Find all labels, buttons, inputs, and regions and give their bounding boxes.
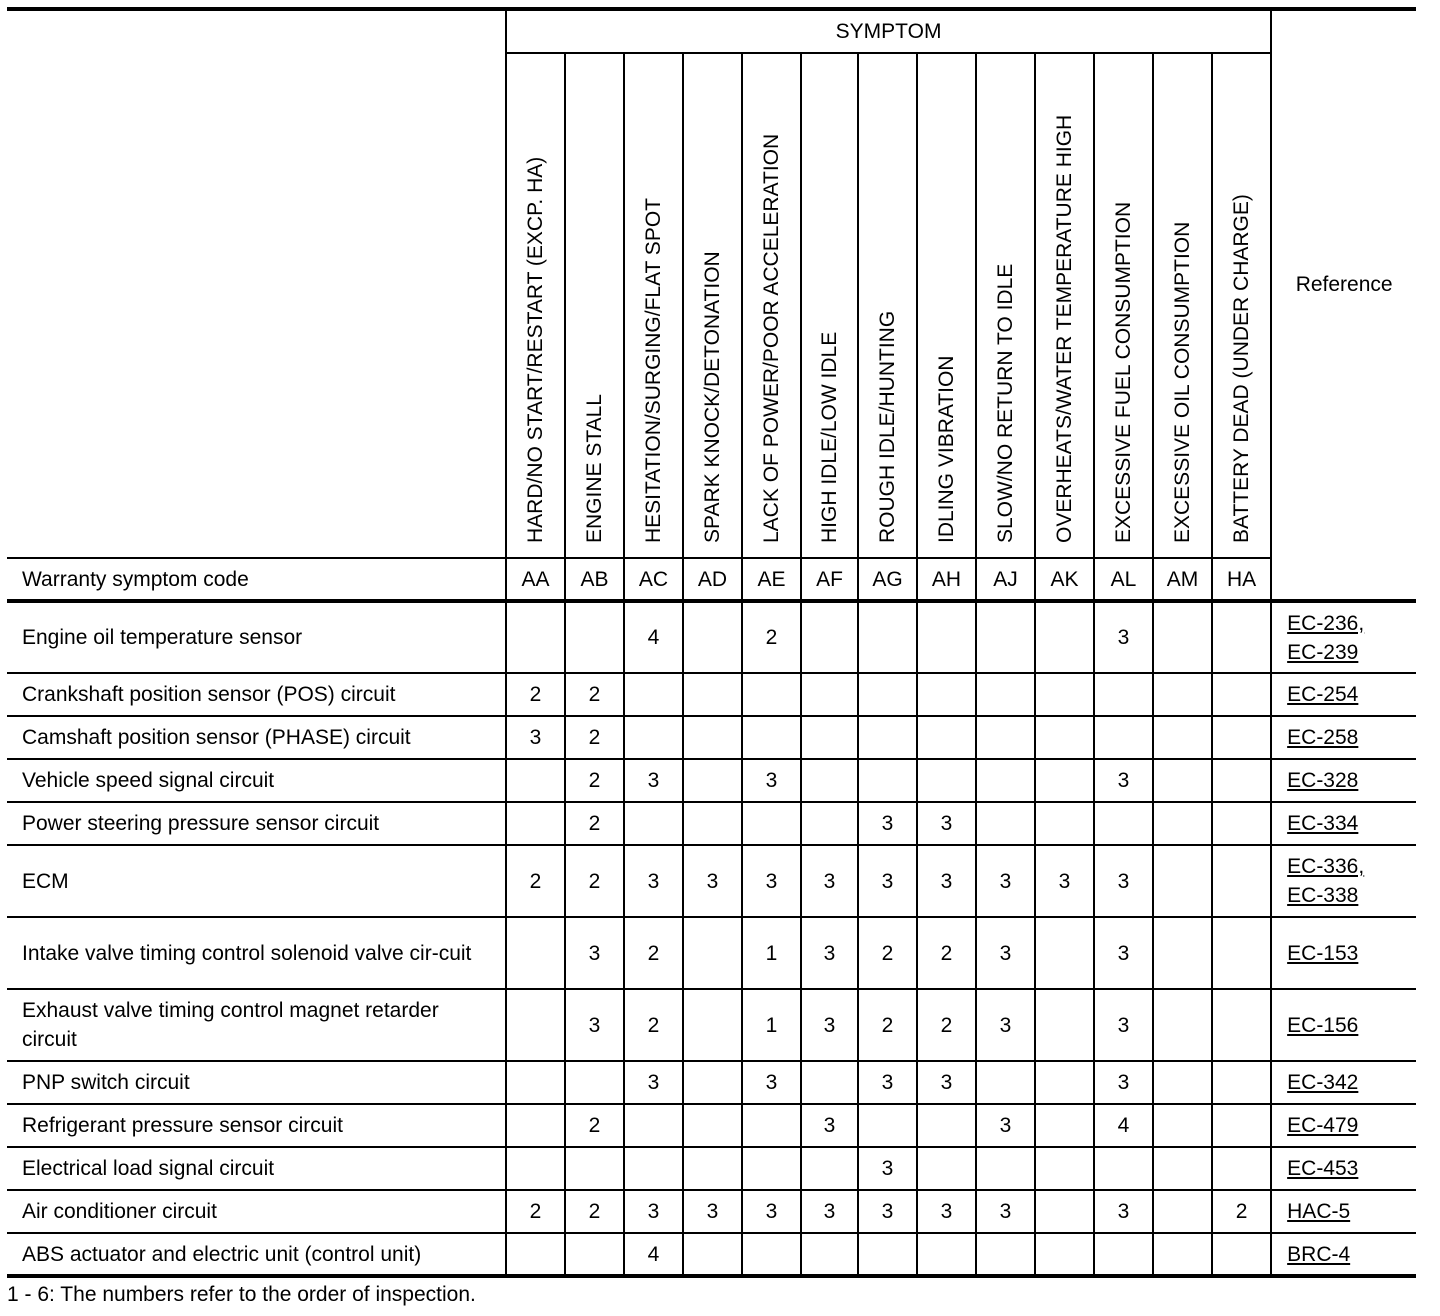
inspection-order: 3: [1094, 1061, 1153, 1104]
inspection-order: [1035, 673, 1094, 716]
inspection-order: [742, 1147, 801, 1190]
item-name: PNP switch circuit: [7, 1061, 506, 1104]
inspection-order: 3: [683, 1190, 742, 1233]
inspection-order: [506, 989, 565, 1061]
table-row: [7, 1061, 1416, 1104]
inspection-order: 3: [565, 917, 624, 989]
reference-cell: [1271, 759, 1416, 802]
reference-link[interactable]: EC-334: [1287, 812, 1359, 835]
reference-cell: [1271, 1190, 1416, 1233]
reference-link[interactable]: EC-258: [1287, 726, 1359, 749]
item-name: Camshaft position sensor (PHASE) circuit: [7, 716, 506, 759]
inspection-order: [801, 1061, 858, 1104]
inspection-order: 1: [742, 989, 801, 1061]
reference-link[interactable]: EC-338: [1287, 884, 1359, 907]
symptom-code: AL: [1094, 558, 1153, 601]
inspection-order: [1212, 759, 1271, 802]
inspection-order: [917, 1104, 976, 1147]
inspection-order: 2: [506, 845, 565, 917]
reference-link[interactable]: HAC-5: [1287, 1200, 1351, 1223]
inspection-order: 3: [624, 845, 683, 917]
item-name: Exhaust valve timing control magnet retarder circuit: [7, 989, 506, 1061]
inspection-order: [1094, 1147, 1153, 1190]
inspection-order: 2: [858, 917, 917, 989]
symptom-column-header: [1035, 53, 1094, 558]
symptom-name: IDLING VIBRATION: [934, 355, 958, 543]
inspection-order: 3: [506, 716, 565, 759]
symptom-code: AM: [1153, 558, 1212, 601]
symptom-column-header: [683, 53, 742, 558]
inspection-order: 3: [1035, 845, 1094, 917]
inspection-order: [976, 802, 1035, 845]
reference-link[interactable]: EC-336,: [1287, 855, 1365, 878]
corner-cell: [7, 9, 506, 558]
inspection-order: 2: [1212, 1190, 1271, 1233]
inspection-order: [1035, 989, 1094, 1061]
symptom-column-header: [801, 53, 858, 558]
inspection-order: [506, 1147, 565, 1190]
inspection-order: 3: [801, 1190, 858, 1233]
inspection-order: [976, 601, 1035, 673]
inspection-order: 2: [917, 917, 976, 989]
inspection-order: 3: [917, 1061, 976, 1104]
symptom-code: AC: [624, 558, 683, 601]
symptom-name: LACK OF POWER/POOR ACCELERATION: [759, 133, 783, 543]
reference-link[interactable]: EC-328: [1287, 769, 1359, 792]
inspection-order: 2: [624, 989, 683, 1061]
inspection-order: [1035, 1147, 1094, 1190]
item-name: ABS actuator and electric unit (control unit): [7, 1233, 506, 1276]
inspection-order: [858, 1104, 917, 1147]
inspection-order: 4: [624, 1233, 683, 1276]
inspection-order: [917, 601, 976, 673]
inspection-order: 4: [1094, 1104, 1153, 1147]
symptom-column-header: [624, 53, 683, 558]
inspection-order: [506, 601, 565, 673]
symptom-code: AB: [565, 558, 624, 601]
inspection-order: [624, 716, 683, 759]
inspection-order: [1035, 1190, 1094, 1233]
reference-link[interactable]: EC-254: [1287, 683, 1359, 706]
inspection-order: 3: [976, 989, 1035, 1061]
inspection-order: [1212, 845, 1271, 917]
inspection-order: 2: [565, 716, 624, 759]
table-row: [7, 1233, 1416, 1276]
inspection-order: 2: [565, 802, 624, 845]
inspection-order: [683, 1233, 742, 1276]
symptom-name: EXCESSIVE OIL CONSUMPTION: [1170, 221, 1194, 543]
inspection-order: 2: [917, 989, 976, 1061]
inspection-order: [1035, 1061, 1094, 1104]
inspection-order: [1212, 989, 1271, 1061]
table-row: [7, 673, 1416, 716]
inspection-order: 3: [858, 845, 917, 917]
inspection-order: [506, 1061, 565, 1104]
inspection-order: [1153, 989, 1212, 1061]
item-name: Crankshaft position sensor (POS) circuit: [7, 673, 506, 716]
inspection-order: [917, 1233, 976, 1276]
item-name: Vehicle speed signal circuit: [7, 759, 506, 802]
inspection-order: 3: [683, 845, 742, 917]
inspection-order: [1035, 601, 1094, 673]
inspection-order: 3: [801, 1104, 858, 1147]
reference-cell: [1271, 673, 1416, 716]
symptom-column-header: [976, 53, 1035, 558]
symptom-name: ENGINE STALL: [582, 393, 606, 543]
inspection-order: 3: [917, 1190, 976, 1233]
inspection-order: [565, 1061, 624, 1104]
inspection-order: 3: [1094, 759, 1153, 802]
inspection-order: [624, 802, 683, 845]
inspection-order: [742, 716, 801, 759]
symptom-column-header: [1212, 53, 1271, 558]
inspection-order: [1153, 845, 1212, 917]
symptom-column-header: [858, 53, 917, 558]
inspection-order: [1212, 716, 1271, 759]
inspection-order: [506, 1233, 565, 1276]
inspection-order: 3: [1094, 917, 1153, 989]
inspection-order: 3: [976, 917, 1035, 989]
reference-link[interactable]: EC-479: [1287, 1114, 1359, 1137]
inspection-order: [1153, 1190, 1212, 1233]
inspection-order: [742, 1233, 801, 1276]
inspection-order: [1035, 1104, 1094, 1147]
inspection-order: [683, 716, 742, 759]
reference-cell: [1271, 1104, 1416, 1147]
inspection-order: [506, 1104, 565, 1147]
inspection-order: 3: [742, 1061, 801, 1104]
item-name: Intake valve timing control solenoid valve cir-cuit: [7, 917, 506, 989]
inspection-order: [976, 1061, 1035, 1104]
symptom-name: BATTERY DEAD (UNDER CHARGE): [1229, 193, 1253, 543]
inspection-order: [1153, 1147, 1212, 1190]
inspection-order: 3: [858, 1190, 917, 1233]
table-row: [7, 917, 1416, 989]
table-row: [7, 1104, 1416, 1147]
table-row: [7, 716, 1416, 759]
inspection-order: 3: [742, 1190, 801, 1233]
reference-link[interactable]: EC-239: [1287, 640, 1359, 664]
inspection-order: [917, 716, 976, 759]
inspection-order: [683, 917, 742, 989]
inspection-order: 1: [742, 917, 801, 989]
inspection-order: 3: [858, 1147, 917, 1190]
table-row: [7, 1147, 1416, 1190]
inspection-order: [976, 1233, 1035, 1276]
inspection-order: 2: [565, 759, 624, 802]
inspection-order: 3: [917, 802, 976, 845]
reference-cell: [1271, 1233, 1416, 1276]
inspection-order: [976, 673, 1035, 716]
inspection-order: [742, 673, 801, 716]
inspection-order: [506, 802, 565, 845]
footnote: 1 - 6: The numbers refer to the order of inspection.: [7, 1283, 476, 1306]
inspection-order: [1153, 1061, 1212, 1104]
reference-header: Reference: [1271, 9, 1416, 558]
inspection-order: 3: [917, 845, 976, 917]
inspection-order: [801, 759, 858, 802]
inspection-order: [1153, 673, 1212, 716]
inspection-order: 3: [858, 802, 917, 845]
inspection-order: 2: [506, 1190, 565, 1233]
table-row: [7, 759, 1416, 802]
inspection-order: 2: [565, 1104, 624, 1147]
inspection-order: [683, 759, 742, 802]
inspection-order: [858, 601, 917, 673]
inspection-order: [917, 1147, 976, 1190]
inspection-order: [683, 1147, 742, 1190]
reference-link[interactable]: EC-453: [1287, 1157, 1359, 1180]
reference-cell: [1271, 845, 1416, 917]
inspection-order: 2: [742, 601, 801, 673]
inspection-order: [1035, 1233, 1094, 1276]
inspection-order: [742, 802, 801, 845]
reference-cell: [1271, 802, 1416, 845]
symptom-column-header: [742, 53, 801, 558]
inspection-order: [742, 1104, 801, 1147]
inspection-order: [683, 802, 742, 845]
inspection-order: [565, 601, 624, 673]
symptom-name: SLOW/NO RETURN TO IDLE: [993, 263, 1017, 543]
reference-link[interactable]: EC-236,: [1287, 611, 1365, 635]
symptom-code: HA: [1212, 558, 1271, 601]
inspection-order: [683, 673, 742, 716]
inspection-order: [858, 759, 917, 802]
inspection-order: 3: [1094, 845, 1153, 917]
table-row: [7, 1190, 1416, 1233]
symptom-name: OVERHEATS/WATER TEMPERATURE HIGH: [1052, 114, 1076, 543]
inspection-order: 3: [801, 989, 858, 1061]
inspection-order: [1212, 917, 1271, 989]
symptom-code: AK: [1035, 558, 1094, 601]
inspection-order: [801, 1147, 858, 1190]
inspection-order: 3: [624, 759, 683, 802]
item-name: Refrigerant pressure sensor circuit: [7, 1104, 506, 1147]
item-name: Electrical load signal circuit: [7, 1147, 506, 1190]
symptom-code: AH: [917, 558, 976, 601]
reference-link[interactable]: EC-156: [1287, 1013, 1359, 1037]
symptom-column-header: [565, 53, 624, 558]
inspection-order: 3: [1094, 989, 1153, 1061]
symptom-table: [7, 7, 1416, 1278]
reference-cell: [1271, 1061, 1416, 1104]
inspection-order: [1212, 673, 1271, 716]
table-row: [7, 802, 1416, 845]
inspection-order: [1094, 1233, 1153, 1276]
inspection-order: [1212, 1233, 1271, 1276]
inspection-order: [683, 989, 742, 1061]
symptom-code: AJ: [976, 558, 1035, 601]
inspection-order: [801, 716, 858, 759]
inspection-order: [1153, 917, 1212, 989]
symptom-name: HESITATION/SURGING/FLAT SPOT: [641, 197, 665, 543]
inspection-order: 3: [565, 989, 624, 1061]
inspection-order: [801, 673, 858, 716]
inspection-order: [1212, 1104, 1271, 1147]
symptom-header: SYMPTOM: [506, 9, 1271, 53]
inspection-order: [801, 1233, 858, 1276]
inspection-order: 3: [742, 759, 801, 802]
reference-link[interactable]: EC-153: [1287, 941, 1359, 965]
table-row: [7, 845, 1416, 917]
inspection-order: [1153, 1233, 1212, 1276]
reference-cell: [1271, 917, 1416, 989]
inspection-order: [565, 1233, 624, 1276]
inspection-order: 4: [624, 601, 683, 673]
inspection-order: [624, 1104, 683, 1147]
symptom-column-header: [1153, 53, 1212, 558]
inspection-order: [683, 601, 742, 673]
inspection-order: [1212, 601, 1271, 673]
inspection-order: [1035, 716, 1094, 759]
inspection-order: 3: [1094, 1190, 1153, 1233]
symptom-name: HIGH IDLE/LOW IDLE: [817, 331, 841, 543]
reference-link[interactable]: EC-342: [1287, 1071, 1359, 1094]
inspection-order: 3: [976, 845, 1035, 917]
inspection-order: [976, 759, 1035, 802]
symptom-name: ROUGH IDLE/HUNTING: [875, 310, 899, 543]
inspection-order: [565, 1147, 624, 1190]
inspection-order: [624, 1147, 683, 1190]
inspection-order: [1212, 802, 1271, 845]
inspection-order: 2: [565, 1190, 624, 1233]
inspection-order: 3: [858, 1061, 917, 1104]
inspection-order: [976, 1147, 1035, 1190]
reference-cell: [1271, 989, 1416, 1061]
symptom-code: AG: [858, 558, 917, 601]
inspection-order: [506, 917, 565, 989]
inspection-order: [1153, 601, 1212, 673]
symptom-code: AD: [683, 558, 742, 601]
inspection-order: [1212, 1147, 1271, 1190]
inspection-order: 2: [565, 845, 624, 917]
inspection-order: [1153, 716, 1212, 759]
inspection-order: [858, 1233, 917, 1276]
item-name: Power steering pressure sensor circuit: [7, 802, 506, 845]
inspection-order: [1094, 802, 1153, 845]
inspection-order: [1035, 917, 1094, 989]
warranty-code-label: Warranty symptom code: [7, 558, 506, 601]
symptom-column-header: [506, 53, 565, 558]
inspection-order: [801, 802, 858, 845]
symptom-name: EXCESSIVE FUEL CONSUMPTION: [1111, 201, 1135, 543]
reference-link[interactable]: BRC-4: [1287, 1242, 1351, 1266]
reference-cell: [1271, 601, 1416, 673]
inspection-order: 3: [801, 917, 858, 989]
reference-cell: [1271, 1147, 1416, 1190]
inspection-order: [976, 716, 1035, 759]
inspection-order: 2: [565, 673, 624, 716]
symptom-code: AF: [801, 558, 858, 601]
inspection-order: 3: [1094, 601, 1153, 673]
inspection-order: 2: [858, 989, 917, 1061]
inspection-order: [917, 759, 976, 802]
inspection-order: 2: [506, 673, 565, 716]
inspection-order: [858, 673, 917, 716]
symptom-column-header: [917, 53, 976, 558]
inspection-order: [1153, 759, 1212, 802]
inspection-order: 3: [624, 1190, 683, 1233]
inspection-order: [1094, 716, 1153, 759]
inspection-order: [1212, 1061, 1271, 1104]
code-reference-cell: [1271, 558, 1416, 601]
inspection-order: [1153, 802, 1212, 845]
symptom-name: SPARK KNOCK/DETONATION: [700, 250, 724, 543]
inspection-order: 3: [801, 845, 858, 917]
inspection-order: [624, 673, 683, 716]
inspection-order: [801, 601, 858, 673]
inspection-order: 3: [976, 1190, 1035, 1233]
symptom-name: HARD/NO START/RESTART (EXCP. HA): [523, 156, 547, 543]
inspection-order: [1035, 802, 1094, 845]
inspection-order: [1094, 673, 1153, 716]
symptom-code: AE: [742, 558, 801, 601]
inspection-order: 3: [976, 1104, 1035, 1147]
inspection-order: [1153, 1104, 1212, 1147]
inspection-order: 2: [624, 917, 683, 989]
inspection-order: 3: [624, 1061, 683, 1104]
inspection-order: [683, 1104, 742, 1147]
inspection-order: [917, 673, 976, 716]
inspection-order: [1035, 759, 1094, 802]
symptom-code: AA: [506, 558, 565, 601]
item-name: Engine oil temperature sensor: [7, 601, 506, 673]
inspection-order: [683, 1061, 742, 1104]
inspection-order: [858, 716, 917, 759]
inspection-order: 3: [742, 845, 801, 917]
inspection-order: [506, 759, 565, 802]
table-row: [7, 989, 1416, 1061]
item-name: Air conditioner circuit: [7, 1190, 506, 1233]
reference-cell: [1271, 716, 1416, 759]
item-name: ECM: [7, 845, 506, 917]
symptom-column-header: [1094, 53, 1153, 558]
table-row: [7, 601, 1416, 673]
